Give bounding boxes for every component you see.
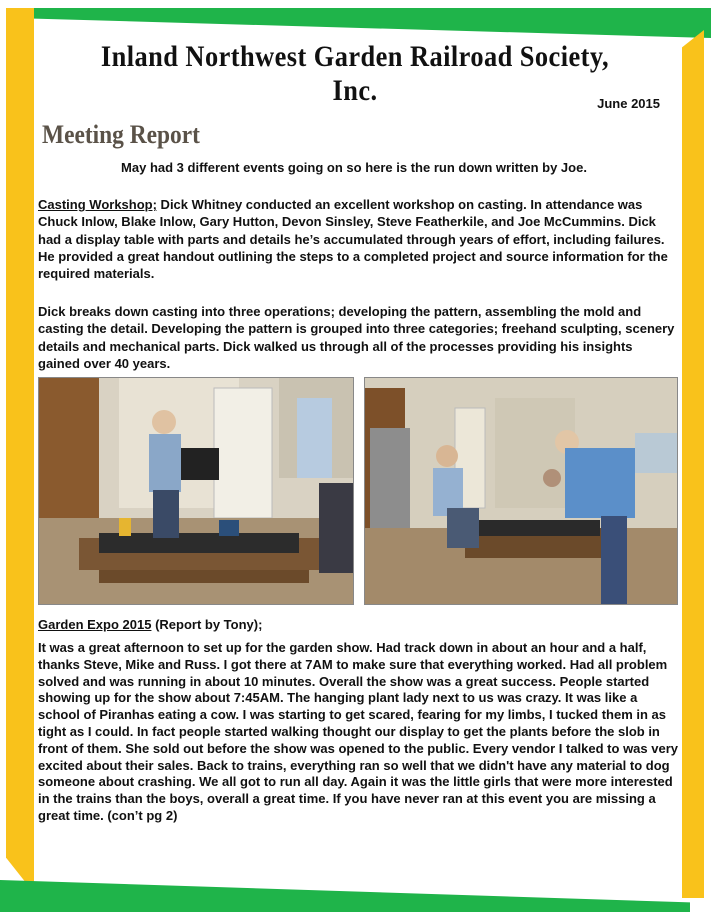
issue-date: June 2015: [597, 96, 660, 111]
yellow-border-right: [682, 30, 704, 898]
casting-paragraph-2: Dick breaks down casting into three operations; developing the pattern, assembling the mold and casting the detail. Developing the pattern is grouped into three categories; freehand sculpting, scenery details and mechanical parts. Dick walked us through all of the processes providing his insights gained over 40 years.: [38, 304, 675, 371]
green-border-bottom: [0, 880, 690, 912]
expo-paragraph: It was a great afternoon to set up for the garden show. Had track down in about an hour and a half, thanks Steve, Mike and Russ. I got there at 7AM to make sure that everything worked. Had all problem solved and was running in about 10 minutes. Overall the show was a great success. People started showing up for the show about 7:45AM. The hanging plant lady next to us was crazy. It was like a school of Piranhas eating a cow. I was starting to get scared, fearing for my limbs, I tucked them in as tight as I could. In fact people started walking thought our display to get the plants before the slob in front of them. She sold out before the show was opened to the public. Every vendor I talked to was very excited about their sales. Back to trains, everything ran so well that we didn't have any material to dog someone about crashing. We all got to run all day. Again it was the little girls that were more interested in the trains than the boys, overall a great time. If you have never ran at this event you are missing a great time. (con’t pg 2): [38, 640, 678, 823]
casting-heading: Casting Workshop;: [38, 197, 157, 212]
casting-paragraph-1-body: Dick Whitney conducted an excellent workshop on casting. In attendance was Chuck Inlow, Blake Inlow, Gary Hutton, Devon Sinsley, Steve Featherkile, and Joe McCummins. Dick had a display table with parts and details he’s accumulated through years of effort, including failures. He provided a great handout outlining the steps to a completed project and source information for the required materials.: [38, 197, 668, 282]
workshop-photo-2: [364, 377, 678, 605]
section-title: Meeting Report: [42, 120, 200, 149]
yellow-border-left: [6, 8, 34, 893]
expo-heading-title: Garden Expo 2015: [38, 617, 152, 632]
green-border-top: [30, 8, 711, 38]
newsletter-title: Inland Northwest Garden Railroad Society, Inc.: [100, 40, 610, 107]
expo-heading-suffix: (Report by Tony);: [151, 617, 263, 632]
workshop-photo-1: [38, 377, 354, 605]
casting-paragraph-1: [38, 196, 678, 282]
expo-heading: [38, 617, 262, 632]
intro-text: May had 3 different events going on so here is the run down written by Joe.: [121, 160, 587, 175]
